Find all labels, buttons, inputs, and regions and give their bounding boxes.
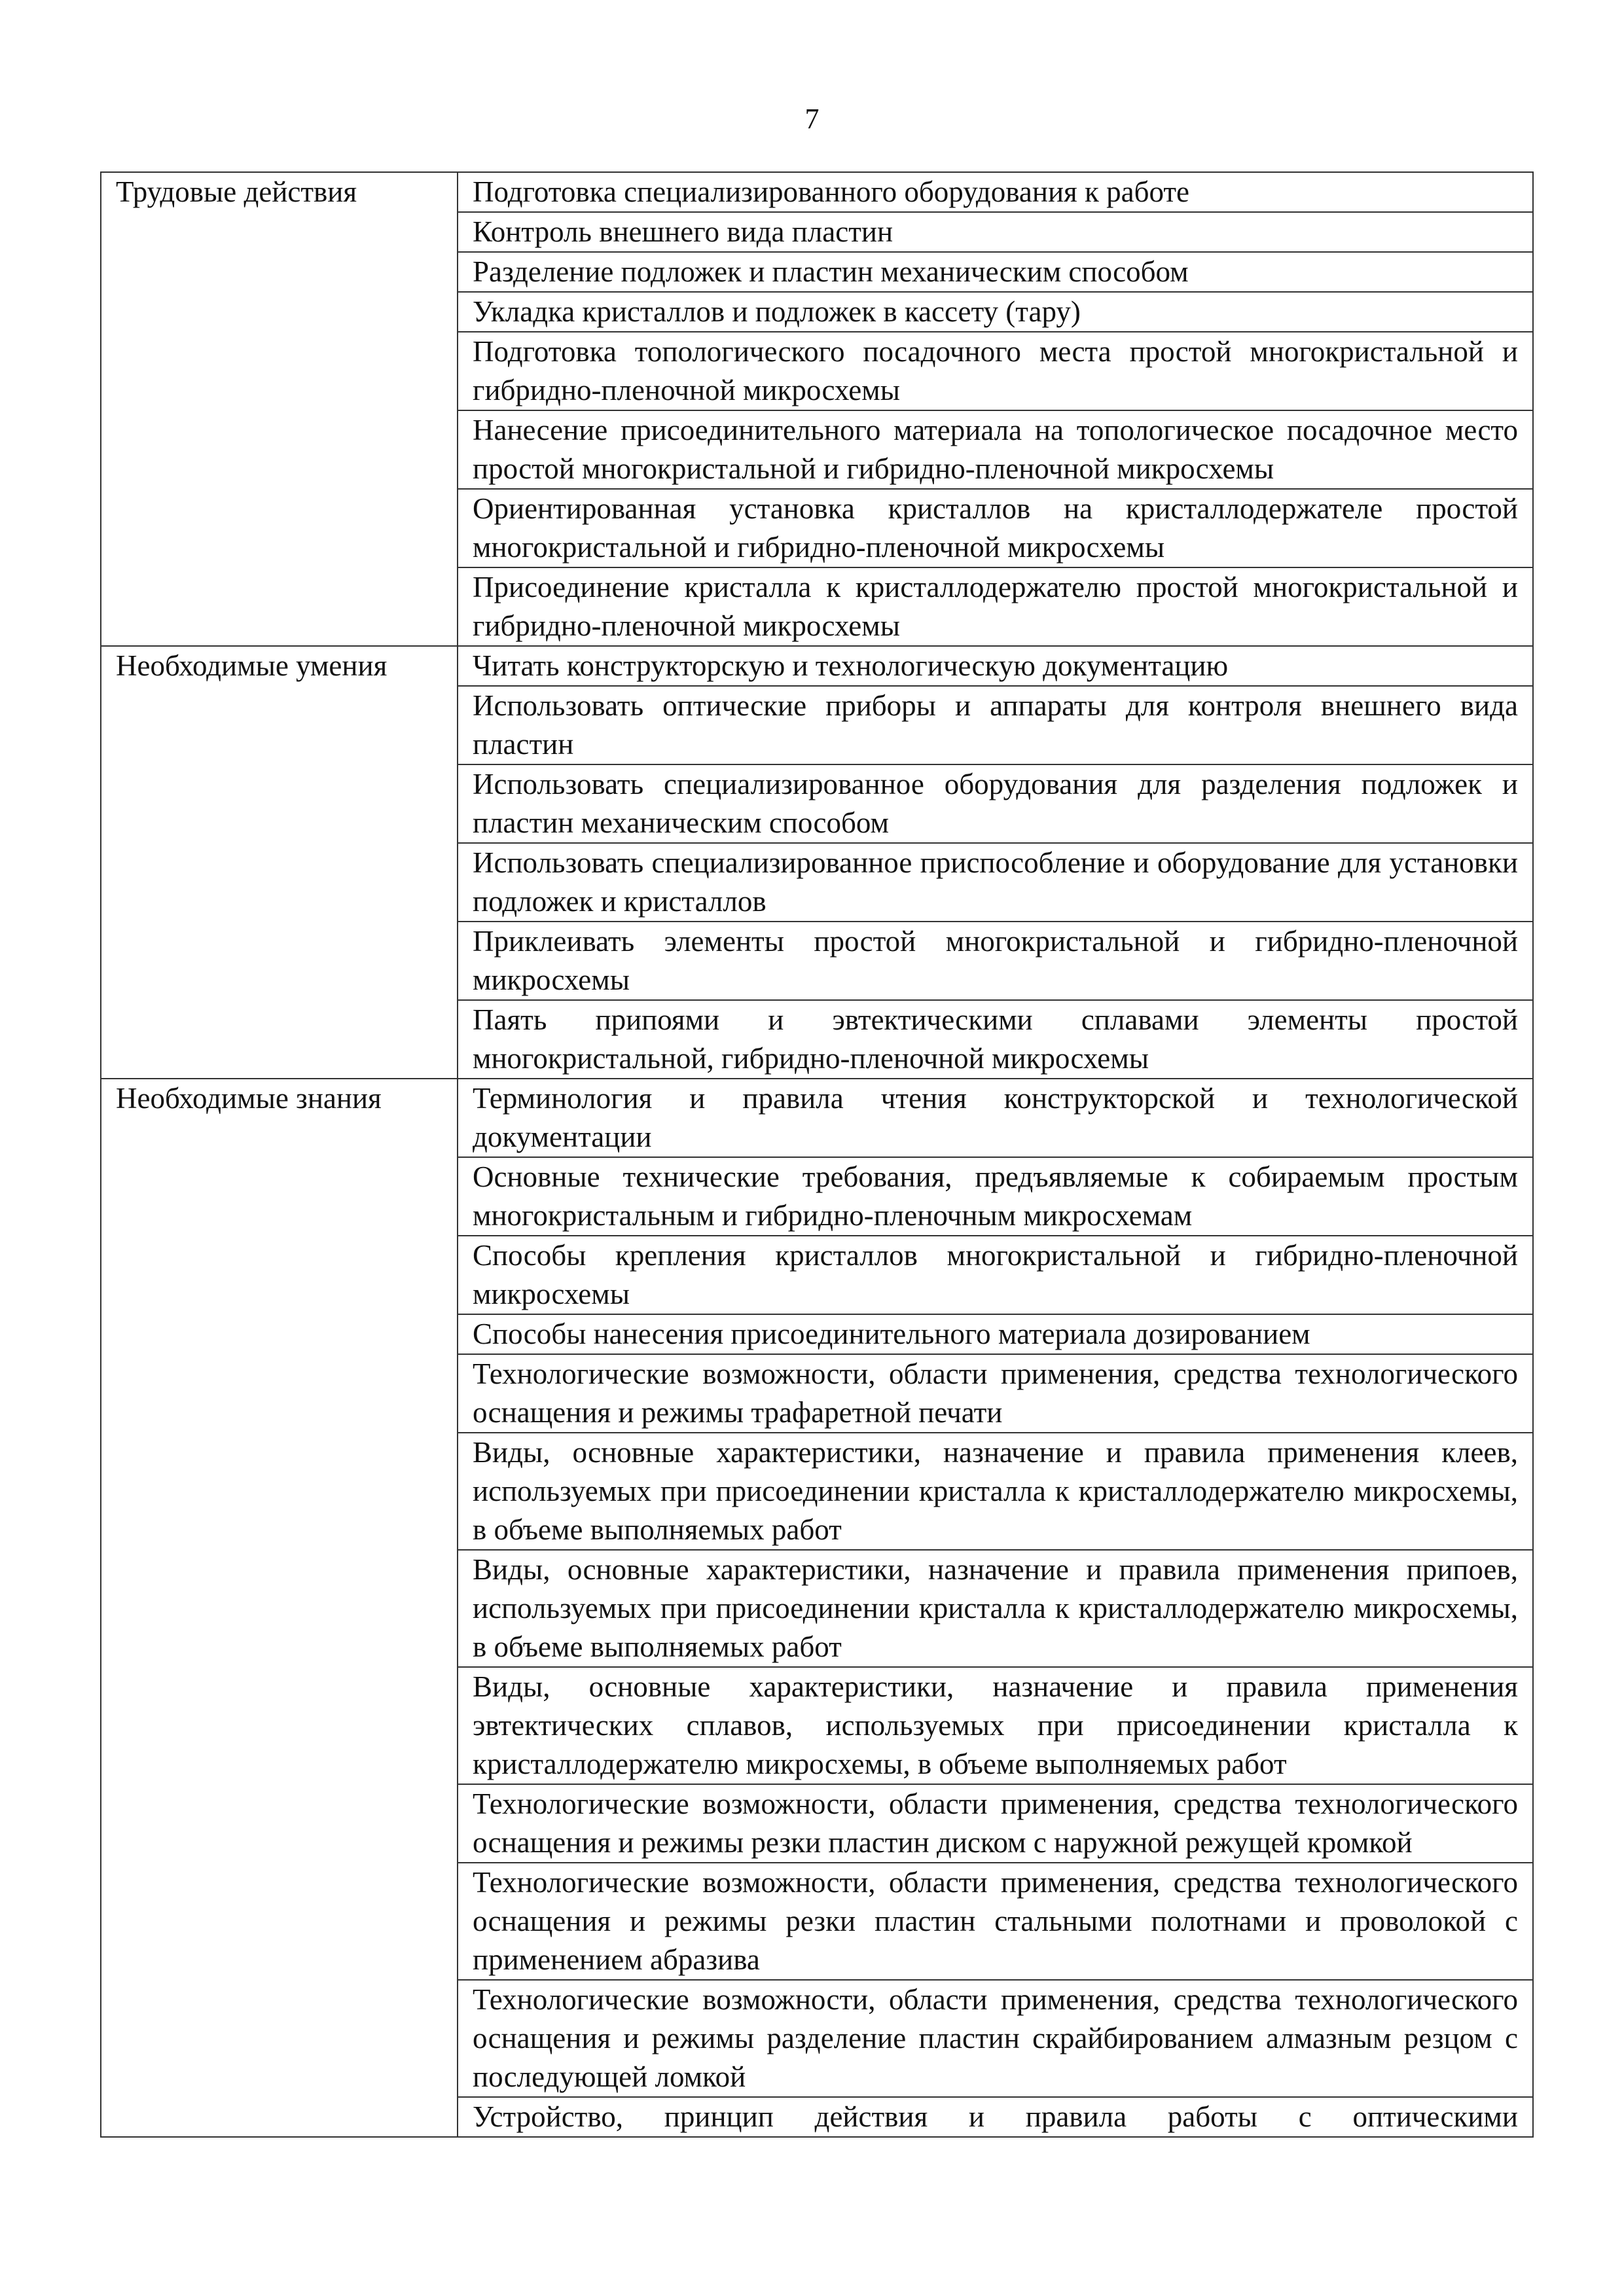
table-row	[101, 172, 1533, 212]
section-item: Основные технические требования, предъявляемые к собираемым простым многокристальным и гибридно-пленочным микросхемам	[458, 1157, 1533, 1236]
table-row	[101, 1079, 1533, 1157]
section-item: Нанесение присоединительного материала на топологическое посадочное место простой многокристальной и гибридно-пленочной микросхемы	[458, 410, 1533, 489]
section-item: Способы нанесения присоединительного материала дозированием	[458, 1314, 1533, 1354]
section-item: Терминология и правила чтения конструкторской и технологической документации	[458, 1079, 1533, 1157]
section-item: Читать конструкторскую и технологическую документацию	[458, 646, 1533, 686]
section-item: Приклеивать элементы простой многокристальной и гибридно-пленочной микросхемы	[458, 922, 1533, 1000]
section-item: Технологические возможности, области применения, средства технологического оснащения и режимы разделение пластин скрайбированием алмазным резцом с последующей ломкой	[458, 1980, 1533, 2097]
section-item: Использовать специализированное оборудования для разделения подложек и пластин механическим способом	[458, 764, 1533, 843]
section-item: Паять припоями и эвтектическими сплавами элементы простой многокристальной, гибридно-пленочной микросхемы	[458, 1000, 1533, 1079]
section-item: Устройство, принцип действия и правила работы с оптическими	[458, 2097, 1533, 2137]
section-item: Ориентированная установка кристаллов на кристаллодержателе простой многокристальной и гибридно-пленочной микросхемы	[458, 489, 1533, 567]
section-item: Контроль внешнего вида пластин	[458, 212, 1533, 252]
section-item: Виды, основные характеристики, назначение и правила применения эвтектических сплавов, используемых при присоединении кристалла к кристаллодержателю микросхемы, в объеме выполняемых работ	[458, 1667, 1533, 1784]
section-item: Использовать оптические приборы и аппараты для контроля внешнего вида пластин	[458, 686, 1533, 764]
section-item: Технологические возможности, области применения, средства технологического оснащения и режимы резки пластин стальными полотнами и проволокой с применением абразива	[458, 1863, 1533, 1980]
section-label-required-knowledge: Необходимые знания	[101, 1079, 458, 2137]
section-item: Присоединение кристалла к кристаллодержателю простой многокристальной и гибридно-пленочной микросхемы	[458, 567, 1533, 646]
section-item: Подготовка специализированного оборудования к работе	[458, 172, 1533, 212]
section-item: Виды, основные характеристики, назначение и правила применения клеев, используемых при присоединении кристалла к кристаллодержателю микросхемы, в объеме выполняемых работ	[458, 1433, 1533, 1550]
section-item: Использовать специализированное приспособление и оборудование для установки подложек и кристаллов	[458, 843, 1533, 922]
page-number: 7	[804, 103, 820, 135]
section-item: Технологические возможности, области применения, средства технологического оснащения и режимы резки пластин диском с наружной режущей кромкой	[458, 1784, 1533, 1863]
section-label-labor-actions: Трудовые действия	[101, 172, 458, 646]
section-item: Виды, основные характеристики, назначение и правила применения припоев, используемых при присоединении кристалла к кристаллодержателю микросхемы, в объеме выполняемых работ	[458, 1550, 1533, 1667]
section-item: Способы крепления кристаллов многокристальной и гибридно-пленочной микросхемы	[458, 1236, 1533, 1314]
table-row	[101, 646, 1533, 686]
qualification-table	[100, 171, 1534, 2138]
section-item: Технологические возможности, области применения, средства технологического оснащения и режимы трафаретной печати	[458, 1354, 1533, 1433]
section-item: Подготовка топологического посадочного места простой многокристальной и гибридно-пленочной микросхемы	[458, 332, 1533, 410]
section-label-required-skills: Необходимые умения	[101, 646, 458, 1079]
section-item: Разделение подложек и пластин механическим способом	[458, 252, 1533, 292]
qualification-table-body	[101, 172, 1533, 2137]
section-item: Укладка кристаллов и подложек в кассету (тару)	[458, 292, 1533, 332]
